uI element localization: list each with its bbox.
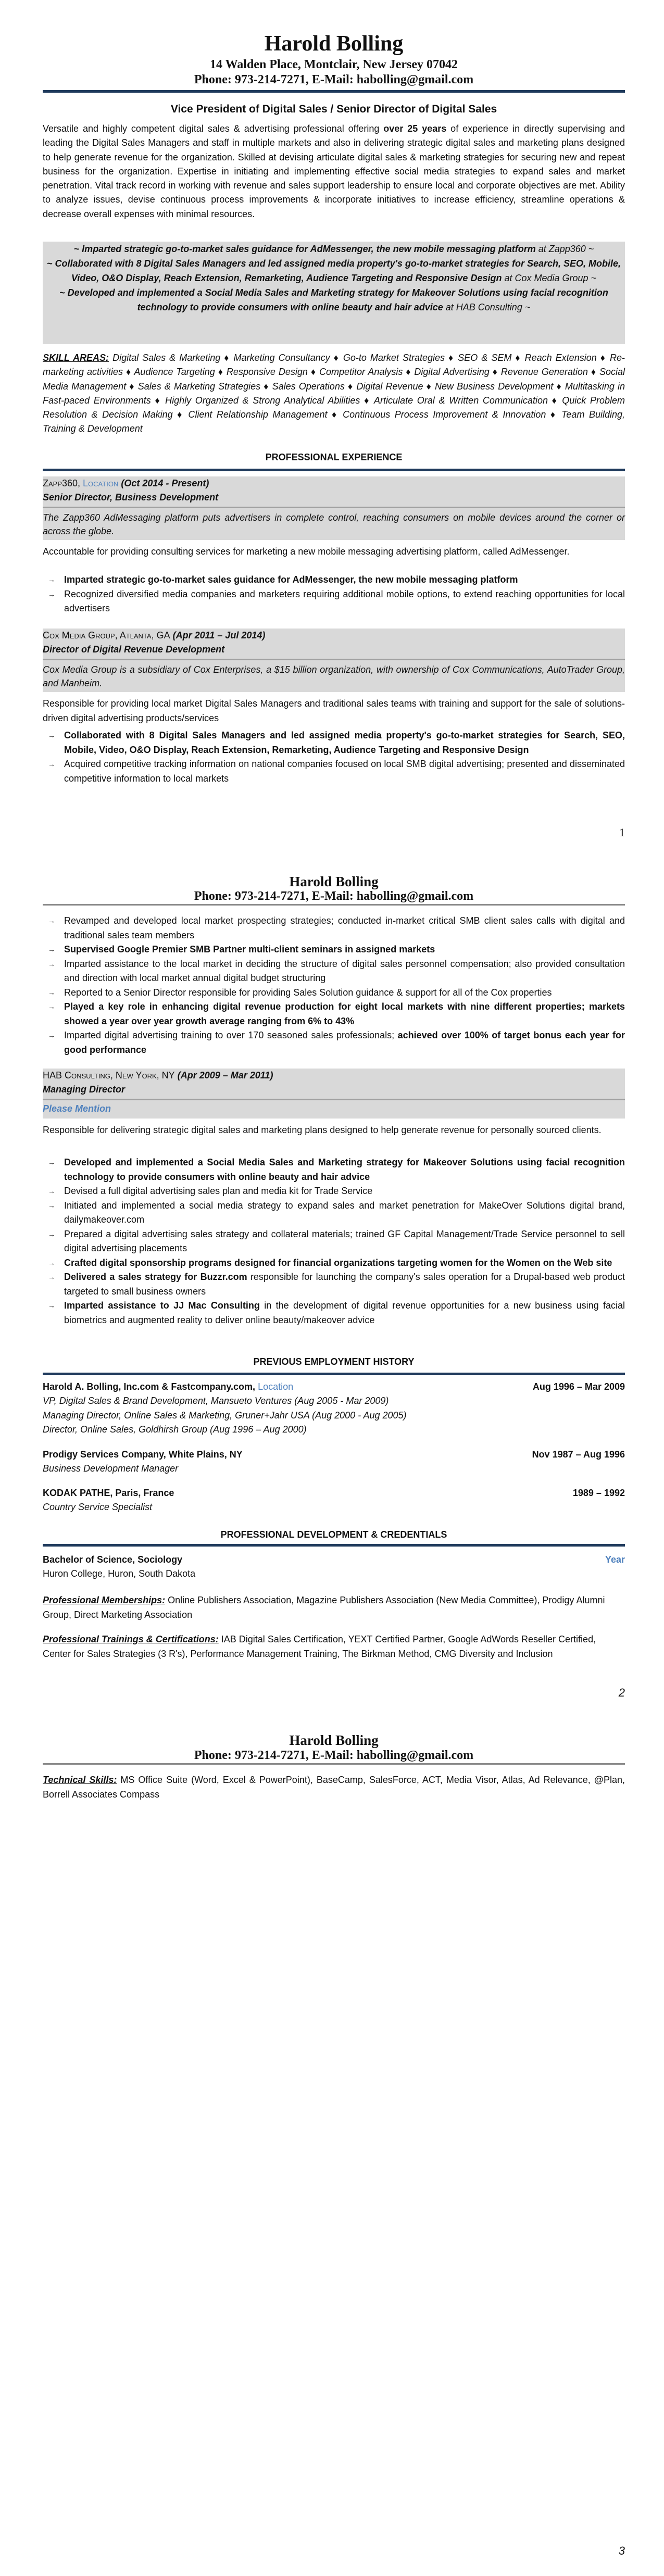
bullet-item bbox=[43, 573, 625, 587]
previous-location: Location bbox=[255, 1381, 294, 1392]
job-header-divider bbox=[43, 507, 625, 508]
previous-role: Managing Director, Online Sales & Marketing, Gruner+Jahr USA (Aug 2000 - Aug 2005) bbox=[43, 1410, 407, 1421]
text-segment: Imparted assistance to the local market in deciding the structure of digital sales personnel compensation; also provided consultation and direction with local market annual digital budget structuring bbox=[64, 958, 625, 983]
text-segment: Prepared a digital advertising sales strategy and collateral materials; trained GF Capital Management/Trade Service personnel to sell digital advertising placements bbox=[64, 1228, 625, 1253]
text-segment: at Zapp360 ~ bbox=[535, 244, 594, 254]
bullet-item bbox=[43, 1227, 625, 1256]
key-highlights-box bbox=[43, 242, 625, 344]
resume-name: Harold Bolling bbox=[289, 874, 379, 889]
job-summary: Responsible for providing local market Digital Sales Managers and traditional sales teams with training and support for the sale of solutions-driven digital advertising products/services bbox=[43, 698, 625, 723]
resume-name: Harold Bolling bbox=[264, 32, 404, 56]
previous-role: Country Service Specialist bbox=[43, 1502, 153, 1512]
bullet-item bbox=[43, 1299, 625, 1327]
job-bullets bbox=[43, 573, 625, 616]
text-segment: Developed and implemented a Social Media Sales and Marketing strategy for Makeover Solutions using facial recognition technology to provide consumers with online beauty and hair advice bbox=[64, 1157, 625, 1182]
text-segment: Reported to a Senior Director responsible for providing Sales Solution guidance & support for all of the Cox properties bbox=[64, 987, 552, 998]
arrow-bullet-icon: → bbox=[48, 1158, 55, 1166]
arrow-bullet-icon: → bbox=[48, 760, 55, 768]
arrow-bullet-icon: → bbox=[48, 959, 55, 968]
text-segment: (Apr 2009 – Mar 2011) bbox=[174, 1070, 273, 1080]
text-segment: Initiated and implemented a social media strategy to expand sales and market penetration for MakeOver Solutions digital brand, dailymakeover.com bbox=[64, 1200, 625, 1225]
profile-summary bbox=[43, 122, 625, 221]
job-header-divider bbox=[43, 1099, 625, 1100]
header-divider bbox=[43, 90, 625, 93]
text-segment: Imparted assistance to JJ Mac Consulting bbox=[64, 1300, 260, 1311]
text-segment: ~ Developed and implemented a Social Media Sales and Marketing strategy for Makeover Solutions using facial recognition technology to provide consumers with online beauty and hair advice bbox=[59, 287, 608, 312]
highlight-item bbox=[43, 285, 625, 315]
text-segment: Devised a full digital advertising sales plan and media kit for Trade Service bbox=[64, 1186, 373, 1196]
text-segment: MS Office Suite (Word, Excel & PowerPoint), BaseCamp, SalesForce, ACT, Media Visor, Atlas, Ad Relevance, @Plan, Borrell Associates Compass bbox=[43, 1775, 625, 1800]
previous-job bbox=[43, 1448, 625, 1476]
section-heading-previous: PREVIOUS EMPLOYMENT HISTORY bbox=[253, 1356, 415, 1367]
previous-company: Harold A. Bolling, Inc.com & Fastcompany.com, bbox=[43, 1381, 256, 1392]
job-role: Senior Director, Business Development bbox=[43, 492, 219, 502]
education bbox=[43, 1553, 625, 1581]
bullet-item bbox=[43, 1270, 625, 1299]
text-segment: Revamped and developed local market prospecting strategies; conducted in-market critical SMB client sales calls with digital and traditional sales team members bbox=[64, 915, 625, 940]
job-role: Managing Director bbox=[43, 1084, 126, 1095]
text-segment: Location bbox=[80, 478, 119, 488]
bullet-item bbox=[43, 914, 625, 943]
address: 14 Walden Place, Montclair, New Jersey 07042 bbox=[210, 58, 458, 71]
previous-company: Prodigy Services Company, White Plains, NY bbox=[43, 1449, 243, 1460]
arrow-bullet-icon: → bbox=[48, 916, 55, 925]
section-divider bbox=[43, 1544, 625, 1547]
arrow-bullet-icon: → bbox=[48, 945, 55, 953]
text-segment: Imparted strategic go-to-market sales guidance for AdMessenger, the new mobile messaging platform bbox=[64, 574, 518, 585]
previous-dates: 1989 – 1992 bbox=[572, 1488, 625, 1498]
text-segment: responsible for launching the company's sales operation for a Drupal-based web product targeted to small business owners bbox=[64, 1272, 625, 1297]
job-summary: Responsible for delivering strategic digital sales and marketing plans designed to help generate revenue for personally sourced clients. bbox=[43, 1125, 602, 1135]
job-bullets bbox=[43, 1155, 625, 1327]
text-segment: SKILL AREAS: bbox=[43, 353, 109, 363]
text-segment: Zapp360, bbox=[43, 478, 81, 488]
job-company-line bbox=[43, 1069, 625, 1083]
text-segment: Imparted digital advertising training to over 170 seasoned sales professionals; bbox=[64, 1030, 398, 1040]
text-segment: Recognized diversified media companies and marketers requiring additional mobile options, to extend reaching opportunities for local advertisers bbox=[64, 588, 625, 613]
previous-role: Business Development Manager bbox=[43, 1463, 179, 1474]
contact-line: Phone: 973-214-7271, E-Mail: habolling@gmail.com bbox=[194, 889, 474, 903]
bullet-item bbox=[43, 1155, 625, 1184]
text-segment: Versatile and highly competent digital sales & advertising professional offering bbox=[43, 123, 384, 134]
text-segment: Digital Sales & Marketing ♦ Marketing Consultancy ♦ Go-to Market Strategies ♦ SEO & SEM ♦ Reach Extension ♦ Re-marketing activities ♦ Audience Targeting ♦ Responsive Design ♦ Competitor Analysis ♦ Digital Advertising ♦ Revenue Generation ♦ Social Media Management ♦ Sales & Marketing Strategies ♦ Sales Operations ♦ Digital Revenue ♦ New Business Development ♦ Multitasking in Fast-paced Environments ♦ Highly Organized & Strong Analytical Abilities ♦ Articulate Oral & Written Communication ♦ Quick Problem Resolution & Decision Making ♦ Client Relationship Management ♦ Continuous Process Improvement & Innovation ♦ Team Building, Training & Development bbox=[43, 353, 625, 434]
resume-name: Harold Bolling bbox=[289, 1732, 379, 1748]
text-segment: at Cox Media Group ~ bbox=[502, 273, 597, 283]
job-summary: Accountable for providing consulting services for marketing a new mobile messaging advertising platform, called AdMessenger. bbox=[43, 546, 570, 557]
job-bullets bbox=[43, 728, 625, 786]
job-header-zapp360 bbox=[43, 476, 625, 540]
text-segment: Technical Skills: bbox=[43, 1775, 117, 1785]
text-segment: HAB Consulting, New York, NY bbox=[43, 1070, 175, 1080]
text-segment: Crafted digital sponsorship programs designed for financial organizations targeting women for the Women on the Web site bbox=[64, 1257, 612, 1268]
section-heading-credentials: PROFESSIONAL DEVELOPMENT & CREDENTIALS bbox=[220, 1529, 447, 1540]
highlight-item bbox=[43, 256, 625, 285]
previous-job bbox=[43, 1486, 625, 1514]
text-segment: over 25 years bbox=[383, 123, 447, 134]
company-description: The Zapp360 AdMessaging platform puts advertisers in complete control, reaching consumers on mobile devices around the corner or across the globe. bbox=[43, 512, 625, 536]
text-segment: Online Publishers Association, Magazine Publishers Association (New Media Committee), Prodigy Alumni Group, Direct Marketing Association bbox=[43, 1595, 605, 1620]
text-segment: Delivered a sales strategy for Buzzr.com bbox=[64, 1272, 247, 1282]
previous-role: VP, Digital Sales & Brand Development, Mansueto Ventures (Aug 2005 - Mar 2009) bbox=[43, 1396, 389, 1406]
bullet-item bbox=[43, 1256, 625, 1271]
text-segment: Collaborated with 8 Digital Sales Managers and led assigned media property's go-to-market strategies for Search, SEO, Mobile, Video, O&O Display, Reach Extension, Remarketing, Audience Targeting and Responsive Design bbox=[64, 730, 625, 755]
header-divider bbox=[43, 1763, 625, 1765]
arrow-bullet-icon: → bbox=[48, 1301, 55, 1310]
job-bullets bbox=[43, 914, 625, 1057]
previous-company: KODAK PATHE, Paris, France bbox=[43, 1488, 174, 1498]
text-segment: (Apr 2011 – Jul 2014) bbox=[170, 630, 266, 640]
text-segment: Professional Memberships: bbox=[43, 1595, 166, 1605]
skill-areas bbox=[43, 351, 625, 436]
bullet-item bbox=[43, 757, 625, 786]
bullet-item bbox=[43, 943, 625, 957]
text-segment: in the development of digital revenue opportunities for a new business using facial biometrics and augmented reality to deliver online beauty/makeover advice bbox=[64, 1300, 625, 1325]
section-heading-experience: PROFESSIONAL EXPERIENCE bbox=[265, 452, 403, 462]
company-description: Cox Media Group is a subsidiary of Cox Enterprises, a $15 billion organization, with ownership of Cox Communications, AutoTrader Group, and Manheim. bbox=[43, 664, 625, 688]
text-segment: Supervised Google Premier SMB Partner multi-client seminars in assigned markets bbox=[64, 944, 435, 954]
text-segment: at HAB Consulting ~ bbox=[443, 302, 531, 312]
professional-memberships bbox=[43, 1593, 625, 1622]
text-segment: Acquired competitive tracking information on national companies focused on local SMB digital advertising; presented and disseminated competitive information to local markets bbox=[64, 759, 625, 784]
bullet-item bbox=[43, 1000, 625, 1028]
bullet-item bbox=[43, 1028, 625, 1057]
arrow-bullet-icon: → bbox=[48, 988, 55, 997]
text-segment: ~ Imparted strategic go-to-market sales guidance for AdMessenger, the new mobile messaging platform bbox=[73, 244, 536, 254]
arrow-bullet-icon: → bbox=[48, 1273, 55, 1281]
contact-line: Phone: 973-214-7271, E-Mail: habolling@gmail.com bbox=[194, 73, 474, 86]
bullet-item bbox=[43, 986, 625, 1000]
company-description-placeholder: Please Mention bbox=[43, 1103, 111, 1114]
arrow-bullet-icon: → bbox=[48, 1258, 55, 1267]
job-role: Director of Digital Revenue Development bbox=[43, 644, 225, 655]
text-segment: Cox Media Group, Atlanta, GA bbox=[43, 630, 170, 640]
page-number: 2 bbox=[618, 1686, 625, 1699]
arrow-bullet-icon: → bbox=[48, 1201, 55, 1210]
job-header-cox bbox=[43, 629, 625, 692]
text-segment: of experience in directly supervising and leading the Digital Sales Managers and staff in multiple markets and also in delivering strategic digital sales and marketing plans designed to help generate revenue for the organization. Skilled at devising articulate digital sales & marketing strategies for securing new and repeat business for the organization. Expertise in initiating and implementing effective social media strategies to expand sales and market penetration. Vital track record in working with revenue and sales support leadership to ensure local and corporate objectives are met. Ability to analyze issues, devise continuous process improvements & incorporate initiatives to increase efficiency, streamline operations & decrease overall expenses with minimal resources. bbox=[43, 123, 625, 219]
page-number: 1 bbox=[619, 826, 625, 839]
arrow-bullet-icon: → bbox=[48, 575, 55, 584]
text-segment: IAB Digital Sales Certification, YEXT Certified Partner, Google AdWords Reseller Certified, Center for Sales Strategies (3 R's), Performance Management Training, The Birkman Method, CMG Diversity and Inclusion bbox=[43, 1634, 596, 1659]
text-segment: Professional Trainings & Certifications: bbox=[43, 1634, 219, 1644]
text-segment: achieved over 100% of target bonus each year for good performance bbox=[64, 1030, 625, 1055]
arrow-bullet-icon: → bbox=[48, 731, 55, 739]
bullet-item bbox=[43, 1199, 625, 1227]
bullet-item bbox=[43, 957, 625, 986]
degree-year: Year bbox=[605, 1554, 625, 1565]
page-number: 3 bbox=[618, 2544, 625, 2557]
previous-role: Director, Online Sales, Goldhirsh Group (Aug 1996 – Aug 2000) bbox=[43, 1424, 307, 1435]
bullet-item bbox=[43, 1184, 625, 1199]
highlight-item bbox=[43, 242, 625, 256]
arrow-bullet-icon: → bbox=[48, 1229, 55, 1238]
previous-job bbox=[43, 1380, 625, 1437]
bullet-item bbox=[43, 728, 625, 757]
arrow-bullet-icon: → bbox=[48, 589, 55, 598]
arrow-bullet-icon: → bbox=[48, 1031, 55, 1039]
previous-dates: Aug 1996 – Mar 2009 bbox=[532, 1381, 625, 1392]
job-company-line bbox=[43, 476, 625, 491]
previous-dates: Nov 1987 – Aug 1996 bbox=[532, 1449, 625, 1460]
job-company-line bbox=[43, 629, 625, 643]
school: Huron College, Huron, South Dakota bbox=[43, 1568, 196, 1579]
text-segment: ~ Collaborated with 8 Digital Sales Managers and led assigned media property's go-to-market strategies for Search, SEO, Mobile, Video, O&O Display, Reach Extension, Remarketing, Audience Targeting and Responsive Design bbox=[46, 258, 621, 283]
bullet-item bbox=[43, 587, 625, 616]
job-header-hab bbox=[43, 1069, 625, 1119]
arrow-bullet-icon: → bbox=[48, 1187, 55, 1195]
headline-title: Vice President of Digital Sales / Senior Director of Digital Sales bbox=[170, 103, 497, 115]
section-divider bbox=[43, 1373, 625, 1375]
section-divider bbox=[43, 469, 625, 471]
technical-skills bbox=[43, 1773, 625, 1802]
contact-line: Phone: 973-214-7271, E-Mail: habolling@gmail.com bbox=[194, 1749, 474, 1762]
text-segment: (Oct 2014 - Present) bbox=[118, 478, 209, 488]
arrow-bullet-icon: → bbox=[48, 1002, 55, 1011]
professional-trainings bbox=[43, 1632, 625, 1661]
job-header-divider bbox=[43, 659, 625, 660]
text-segment: Played a key role in enhancing digital revenue production for eight local markets with nine different properties; markets showed a year over year growth average ranging from 6% to 43% bbox=[64, 1001, 625, 1026]
header-divider bbox=[43, 904, 625, 906]
degree: Bachelor of Science, Sociology bbox=[43, 1554, 183, 1565]
